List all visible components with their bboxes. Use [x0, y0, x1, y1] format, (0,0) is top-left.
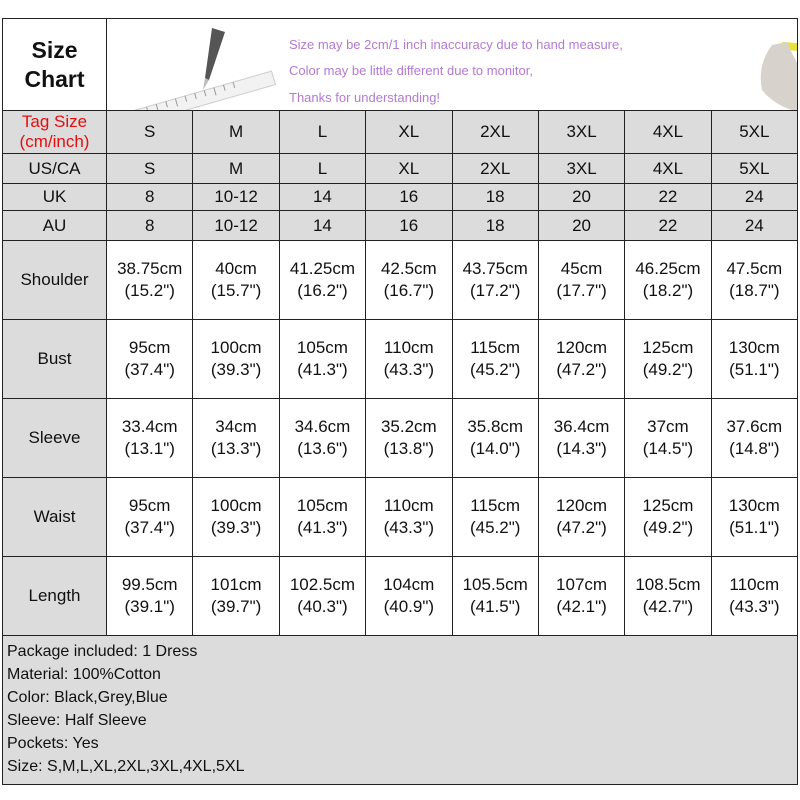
measure-inch: (39.7")	[210, 597, 262, 616]
hand-tape-measure-icon	[737, 20, 797, 110]
banner	[107, 19, 798, 111]
measure-inch: (13.8")	[383, 439, 435, 458]
measure-cell	[625, 478, 711, 557]
measure-cm: 95cm	[128, 496, 171, 515]
size-cell: 3XL	[538, 111, 624, 154]
measure-cm: 130cm	[728, 338, 780, 357]
measure-cell	[366, 320, 452, 399]
disclaimer-notes	[289, 32, 623, 110]
measure-row-label: Length	[3, 557, 107, 636]
measure-cm: 100cm	[210, 496, 262, 515]
measure-cell	[366, 399, 452, 478]
measure-inch: (42.1")	[556, 597, 607, 616]
size-cell: 3XL	[538, 154, 624, 184]
size-cell: L	[279, 154, 365, 184]
measure-inch: (43.3")	[383, 518, 435, 537]
measure-cell	[279, 557, 365, 636]
measure-inch: (15.7")	[210, 281, 262, 300]
measure-cell	[452, 557, 538, 636]
measure-cell	[711, 399, 797, 478]
measure-cm: 125cm	[642, 338, 694, 357]
measure-inch: (41.5")	[469, 597, 521, 616]
measure-cm: 102.5cm	[289, 575, 356, 594]
measure-cell	[193, 557, 279, 636]
measure-inch: (13.1")	[124, 439, 175, 458]
size-cell: 5XL	[711, 111, 797, 154]
size-cell: 20	[538, 184, 624, 211]
measure-inch: (13.3")	[210, 439, 262, 458]
measure-cm: 43.75cm	[462, 259, 528, 278]
measure-cm: 95cm	[128, 338, 171, 357]
measure-row	[3, 320, 798, 399]
measure-inch: (47.2")	[556, 518, 607, 537]
measure-cm: 46.25cm	[635, 259, 701, 278]
measure-inch: (43.3")	[729, 597, 780, 616]
size-cell: 10-12	[193, 211, 279, 241]
measure-inch: (16.2")	[297, 281, 348, 300]
measure-cell	[279, 399, 365, 478]
size-cell: 14	[279, 184, 365, 211]
measure-inch: (18.7")	[729, 281, 780, 300]
measure-cm: 45cm	[560, 259, 603, 278]
measure-cell	[452, 399, 538, 478]
size-cell: M	[193, 154, 279, 184]
measure-inch: (17.2")	[469, 281, 521, 300]
size-cell: M	[193, 111, 279, 154]
measure-cm: 42.5cm	[380, 259, 437, 278]
measure-cm: 37.6cm	[726, 417, 783, 436]
measure-cell	[193, 399, 279, 478]
measure-cell	[193, 478, 279, 557]
measure-cell	[193, 241, 279, 320]
measure-cm: 100cm	[210, 338, 262, 357]
measure-inch: (14.0")	[469, 439, 521, 458]
size-cell: 20	[538, 211, 624, 241]
measure-inch: (37.4")	[124, 518, 175, 537]
measure-inch: (51.1")	[729, 360, 780, 379]
measure-inch: (37.4")	[124, 360, 175, 379]
measure-inch: (14.5")	[642, 439, 694, 458]
measure-cm: 37cm	[647, 417, 689, 436]
measure-cell	[279, 241, 365, 320]
measure-cm: 125cm	[642, 496, 694, 515]
measure-cell	[538, 320, 624, 399]
detail-package: Package included: 1 Dress	[7, 643, 198, 660]
measure-row-label: Waist	[3, 478, 107, 557]
header-row	[3, 19, 798, 111]
measure-cell	[107, 557, 193, 636]
note-color: Color may be little different due to monitor,	[289, 63, 533, 78]
measure-inch: (45.2")	[469, 360, 521, 379]
measure-cm: 110cm	[383, 496, 434, 515]
measure-cell	[452, 478, 538, 557]
measure-cm: 104cm	[383, 575, 435, 594]
measure-cm: 115cm	[470, 338, 521, 357]
detail-material: Material: 100%Cotton	[7, 666, 161, 683]
size-cell: 2XL	[452, 154, 538, 184]
product-details	[3, 636, 798, 785]
measure-cell	[538, 557, 624, 636]
measure-row-label: Sleeve	[3, 399, 107, 478]
measure-cm: 130cm	[728, 496, 780, 515]
size-cell: 22	[625, 184, 711, 211]
measure-cm: 33.4cm	[121, 417, 178, 436]
measure-cell	[366, 241, 452, 320]
measure-inch: (49.2")	[642, 518, 694, 537]
size-cell: S	[107, 154, 193, 184]
size-row-label: UK	[3, 184, 107, 211]
note-thanks: Thanks for understanding!	[289, 89, 441, 105]
measure-cell	[452, 241, 538, 320]
measure-cell	[711, 241, 797, 320]
size-cell: 10-12	[193, 184, 279, 211]
size-cell: 14	[279, 211, 365, 241]
size-cell: S	[107, 111, 193, 154]
size-row-label: Tag Size (cm/inch)	[3, 111, 107, 154]
size-cell: 22	[625, 211, 711, 241]
size-row	[3, 211, 798, 241]
measure-cm: 34.6cm	[294, 417, 351, 436]
size-cell: 2XL	[452, 111, 538, 154]
measure-cm: 105.5cm	[462, 575, 528, 594]
measure-inch: (18.2")	[642, 281, 694, 300]
measure-cm: 110cm	[383, 338, 434, 357]
measure-cm: 47.5cm	[726, 259, 783, 278]
size-cell: 8	[107, 184, 193, 211]
measure-cell	[625, 399, 711, 478]
measure-cm: 120cm	[556, 496, 608, 515]
measure-inch: (17.7")	[556, 281, 607, 300]
measure-cm: 110cm	[729, 575, 780, 594]
measure-cell	[711, 320, 797, 399]
measure-inch: (40.9")	[383, 597, 435, 616]
size-cell: 8	[107, 211, 193, 241]
measure-inch: (40.3")	[297, 597, 348, 616]
measure-cm: 35.2cm	[380, 417, 437, 436]
measure-cell	[711, 557, 797, 636]
measure-inch: (39.3")	[210, 518, 262, 537]
detail-sizes: Size: S,M,L,XL,2XL,3XL,4XL,5XL	[7, 758, 245, 775]
measure-cell	[366, 557, 452, 636]
title-line-1: Size	[31, 36, 78, 63]
measure-inch: (13.6")	[297, 439, 348, 458]
measure-inch: (49.2")	[642, 360, 694, 379]
measure-inch: (51.1")	[729, 518, 780, 537]
measure-inch: (39.1")	[124, 597, 175, 616]
size-row	[3, 111, 798, 154]
measure-cell	[452, 320, 538, 399]
measure-cm: 35.8cm	[467, 417, 524, 436]
measure-row-label: Bust	[3, 320, 107, 399]
measure-cell	[279, 320, 365, 399]
measure-cell	[538, 241, 624, 320]
measure-cell	[193, 320, 279, 399]
measure-cell	[279, 478, 365, 557]
measure-cm: 115cm	[470, 496, 521, 515]
measure-cm: 105cm	[296, 338, 348, 357]
measure-cell	[107, 399, 193, 478]
measure-row	[3, 557, 798, 636]
detail-sleeve: Sleeve: Half Sleeve	[7, 712, 147, 729]
size-cell: 4XL	[625, 154, 711, 184]
measure-row	[3, 399, 798, 478]
footer-row	[3, 636, 798, 785]
size-cell: 24	[711, 184, 797, 211]
size-cell: XL	[366, 111, 452, 154]
measure-cm: 105cm	[296, 496, 348, 515]
measure-cell	[538, 399, 624, 478]
size-cell: 24	[711, 211, 797, 241]
measure-cell	[625, 241, 711, 320]
measure-inch: (41.3")	[297, 360, 348, 379]
measure-cell	[625, 320, 711, 399]
measure-inch: (45.2")	[469, 518, 521, 537]
size-row	[3, 184, 798, 211]
measure-cm: 36.4cm	[553, 417, 610, 436]
size-cell: XL	[366, 154, 452, 184]
measure-cell	[366, 478, 452, 557]
size-cell: 16	[366, 211, 452, 241]
measure-row	[3, 241, 798, 320]
measure-inch: (14.8")	[729, 439, 780, 458]
measure-inch: (39.3")	[210, 360, 262, 379]
measure-cell	[625, 557, 711, 636]
detail-color: Color: Black,Grey,Blue	[7, 689, 168, 706]
size-chart-table	[2, 18, 798, 785]
measure-inch: (41.3")	[297, 518, 348, 537]
size-chart-title	[3, 19, 107, 111]
size-cell: 18	[452, 184, 538, 211]
measure-inch: (16.7")	[383, 281, 435, 300]
measure-inch: (42.7")	[642, 597, 694, 616]
size-row-label: AU	[3, 211, 107, 241]
detail-pockets: Pockets: Yes	[7, 735, 99, 752]
measure-cell	[107, 241, 193, 320]
measure-inch: (14.3")	[556, 439, 607, 458]
measure-cell	[711, 478, 797, 557]
measure-inch: (15.2")	[124, 281, 175, 300]
size-cell: 4XL	[625, 111, 711, 154]
measure-row-label: Shoulder	[3, 241, 107, 320]
size-cell: 18	[452, 211, 538, 241]
measure-cm: 107cm	[556, 575, 608, 594]
measure-cell	[107, 320, 193, 399]
measure-cm: 41.25cm	[289, 259, 356, 278]
size-cell: 16	[366, 184, 452, 211]
size-cell: L	[279, 111, 365, 154]
measure-cell	[538, 478, 624, 557]
measure-cm: 108.5cm	[635, 575, 701, 594]
measure-cm: 34cm	[215, 417, 257, 436]
measure-cm: 99.5cm	[121, 575, 178, 594]
measure-cm: 120cm	[556, 338, 608, 357]
measure-cell	[107, 478, 193, 557]
measure-cm: 101cm	[210, 575, 262, 594]
measure-cm: 38.75cm	[117, 259, 183, 278]
size-row	[3, 154, 798, 184]
pencil-ruler-icon	[117, 20, 287, 110]
size-row-label: US/CA	[3, 154, 107, 184]
measure-inch: (47.2")	[556, 360, 607, 379]
measure-cm: 40cm	[215, 259, 257, 278]
measure-inch: (43.3")	[383, 360, 435, 379]
title-line-2: Chart	[24, 65, 85, 92]
measure-row	[3, 478, 798, 557]
size-cell: 5XL	[711, 154, 797, 184]
note-accuracy: Size may be 2cm/1 inch inaccuracy due to hand measure,	[289, 36, 623, 52]
